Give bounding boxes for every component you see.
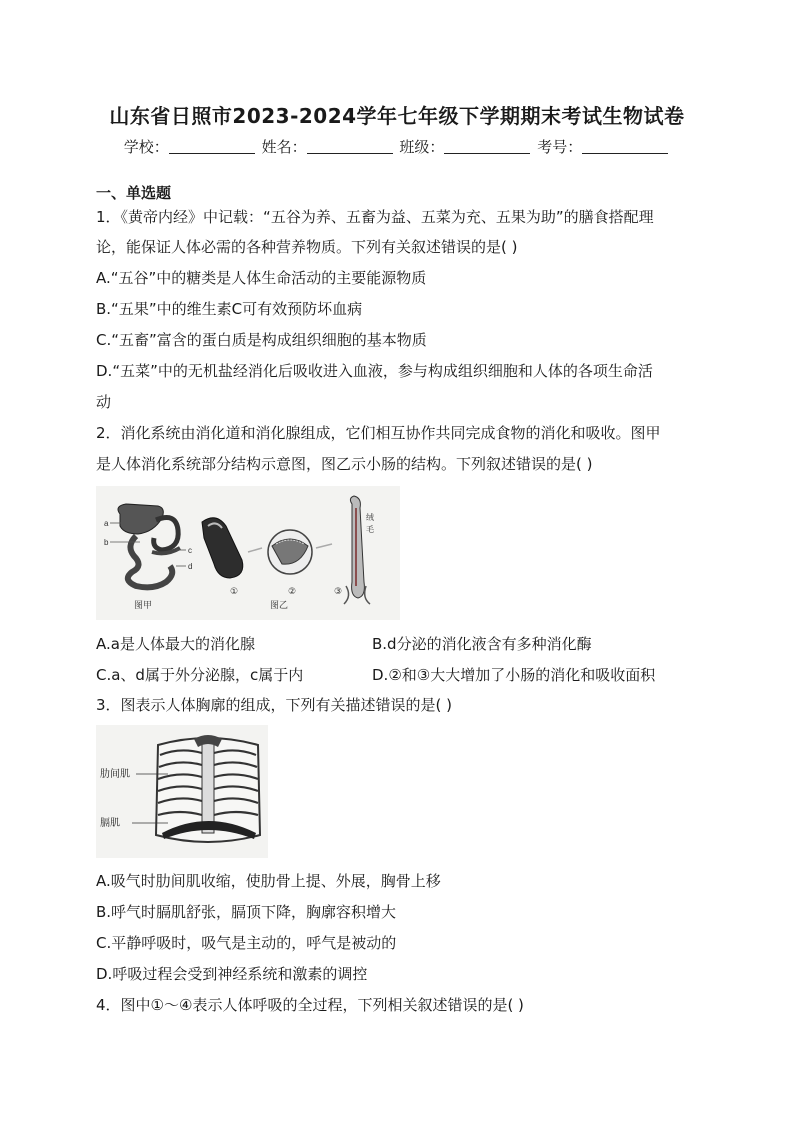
q1-stem-line2: 论，能保证人体必需的各种营养物质。下列有关叙述错误的是( ) (96, 238, 518, 256)
student-info-row (0, 136, 794, 157)
rib-cage-figure (96, 725, 268, 858)
figure-caption-a: 图甲 (134, 601, 153, 611)
exam-number-label: 考号： (537, 138, 583, 156)
q2-stem-line1: 2．消化系统由消化道和消化腺组成，它们相互协作共同完成食物的消化和吸收。图甲 (96, 424, 661, 442)
figure-marker-1: ① (230, 587, 239, 597)
exam-title: 山东省日照市2023-2024学年七年级下学期期末考试生物试卷 (109, 104, 685, 128)
school-label: 学校： (123, 138, 169, 156)
diaphragm-label: 膈肌 (100, 818, 120, 829)
q4-stem: 4．图中①～④表示人体呼吸的全过程，下列相关叙述错误的是( ) (96, 996, 524, 1014)
digestive-system-figure (96, 486, 400, 620)
intestine-cross-section-shape (268, 530, 312, 574)
q2-option-c[interactable]: C.a、d属于外分泌腺，c属于内 (96, 666, 304, 684)
figure-letter-a: a (104, 519, 109, 528)
q3-figure (96, 725, 268, 858)
villus-label-2: 毛 (366, 525, 374, 534)
class-blank[interactable] (444, 139, 530, 154)
section-heading: 一、单选题 (96, 184, 172, 202)
q1-option-c[interactable]: C.“五畜”富含的蛋白质是构成组织细胞的基本物质 (96, 331, 427, 349)
q3-option-a[interactable]: A.吸气时肋间肌收缩，使肋骨上提、外展，胸骨上移 (96, 872, 441, 890)
school-blank[interactable] (169, 139, 255, 154)
q3-stem: 3．图表示人体胸廓的组成，下列有关描述错误的是( ) (96, 696, 453, 714)
name-label: 姓名： (261, 138, 307, 156)
q1-option-a[interactable]: A.“五谷”中的糖类是人体生命活动的主要能源物质 (96, 269, 427, 287)
figure-marker-2: ② (288, 587, 297, 597)
name-blank[interactable] (307, 139, 393, 154)
q1-option-d-line1[interactable]: D.“五菜”中的无机盐经消化后吸收进入血液，参与构成组织细胞和人体的各项生命活 (96, 362, 653, 380)
q1-option-d-line2: 动 (96, 393, 112, 411)
figure-letter-c: c (188, 546, 192, 555)
q2-stem-line2: 是人体消化系统部分结构示意图，图乙示小肠的结构。下列叙述错误的是( ) (96, 455, 593, 473)
q3-option-b[interactable]: B.呼气时膈肌舒张，膈顶下降，胸廓容积增大 (96, 903, 397, 921)
figure-caption-b: 图乙 (270, 601, 289, 611)
q2-option-a[interactable]: A.a是人体最大的消化腺 (96, 635, 255, 653)
figure-letter-b: b (104, 538, 109, 547)
figure-letter-d: d (188, 562, 193, 571)
intestine-shape (128, 536, 172, 587)
q2-option-d[interactable]: D.②和③大大增加了小肠的消化和吸收面积 (372, 666, 656, 684)
q2-option-b[interactable]: B.d分泌的消化液含有多种消化酶 (372, 635, 592, 653)
q1-stem-line1: 1．《黄帝内经》中记载：“五谷为养、五畜为益、五菜为充、五果为助”的膳食搭配理 (96, 208, 654, 226)
q3-option-d[interactable]: D.呼吸过程会受到神经系统和激素的调控 (96, 965, 368, 983)
villus-label-1: 绒 (366, 513, 374, 522)
q3-option-c[interactable]: C.平静呼吸时，吸气是主动的，呼气是被动的 (96, 934, 397, 952)
class-label: 班级： (399, 138, 445, 156)
intercostal-muscle-label: 肋间肌 (100, 769, 130, 780)
exam-number-blank[interactable] (582, 139, 668, 154)
figure-marker-3: ③ (334, 587, 343, 597)
q2-figure (96, 486, 400, 620)
q1-option-b[interactable]: B.“五果”中的维生素C可有效预防坏血病 (96, 300, 363, 318)
intestine-segment-shape (202, 518, 243, 578)
